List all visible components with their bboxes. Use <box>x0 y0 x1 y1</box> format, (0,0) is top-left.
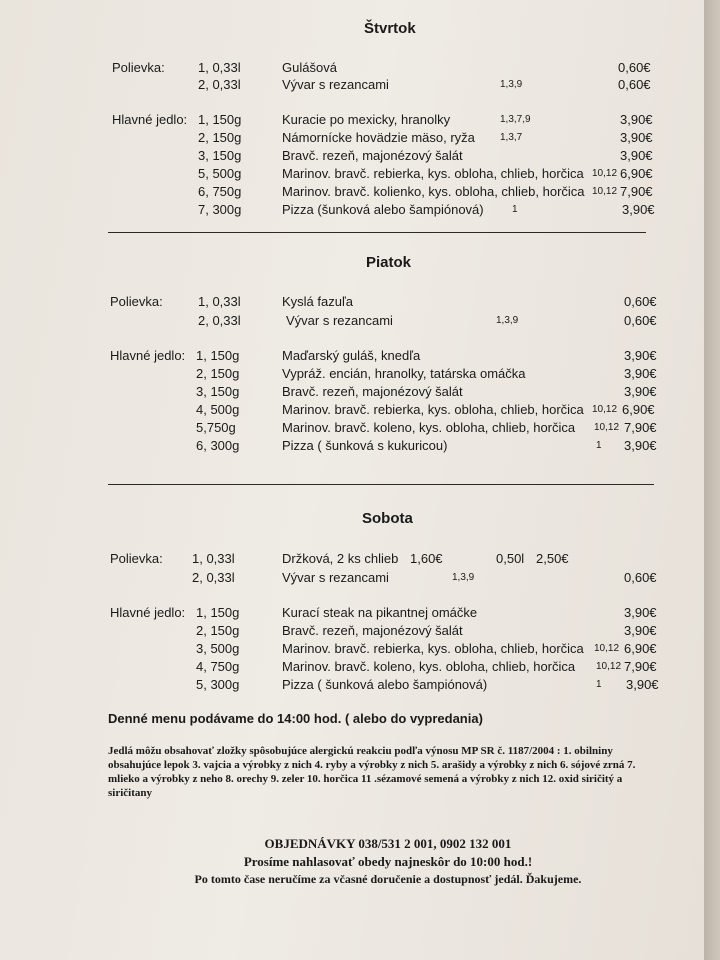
main-row <box>0 604 700 621</box>
item-number: 1, 150g <box>196 605 240 620</box>
item-name: Vývar s rezancami <box>282 570 389 585</box>
soup-row <box>0 569 700 586</box>
main-row <box>0 111 700 128</box>
main-row <box>0 183 700 200</box>
item-name: Vývar s rezancami <box>282 77 389 92</box>
order-phone-numbers: OBJEDNÁVKY 038/531 2 001, 0902 132 001 <box>264 836 512 851</box>
soup-row <box>0 76 700 93</box>
item-number: 6, 750g <box>198 184 242 199</box>
item-price: 0,60€ <box>624 313 657 328</box>
section-divider <box>108 484 654 485</box>
soup-label: Polievka: <box>110 294 163 309</box>
item-number: 1, 0,33l <box>198 60 241 75</box>
item-name: Bravč. rezeň, majonézový šalát <box>282 384 463 399</box>
item-name: Vypráž. encián, hranolky, tatárska omáčka <box>282 366 526 381</box>
soup-row <box>0 59 700 76</box>
item-price: 0,60€ <box>624 294 657 309</box>
soup-row <box>0 550 700 567</box>
main-label: Hlavné jedlo: <box>112 112 188 127</box>
item-number: 1, 150g <box>198 112 242 127</box>
main-label: Hlavné jedlo: <box>110 605 186 620</box>
item-name: Marinov. bravč. rebierka, kys. obloha, chlieb, horčica <box>282 641 584 656</box>
item-number: 1, 0,33l <box>198 294 241 309</box>
main-row <box>0 165 700 182</box>
item-name: Kyslá fazuľa <box>282 294 353 309</box>
item-allergens: 1,3,7 <box>500 132 523 143</box>
main-label: Hlavné jedlo: <box>110 348 186 363</box>
delivery-disclaimer: Po tomto čase neručíme za včasné doručenie a dostupnosť jedál. Ďakujeme. <box>194 872 582 886</box>
item-price: 0,60€ <box>624 570 657 585</box>
main-row <box>0 676 700 693</box>
item-price: 3,90€ <box>624 438 657 453</box>
item-name: Kuracie po mexicky, hranolky <box>282 112 451 127</box>
item-allergens: 10,12 <box>592 404 618 415</box>
item-name: Vývar s rezancami <box>286 313 393 328</box>
main-row <box>0 201 700 218</box>
order-deadline: Prosíme nahlasovať obedy najneskôr do 10:00 hod.! <box>243 854 533 869</box>
item-number: 7, 300g <box>198 202 242 217</box>
main-row <box>0 419 700 436</box>
item-price: 3,90€ <box>620 148 653 163</box>
item-allergens: 1 <box>596 440 602 451</box>
item-allergens: 1,3,9 <box>452 572 475 583</box>
item-number: 5, 500g <box>198 166 242 181</box>
item-name: Pizza (šunková alebo šampiónová) <box>282 202 484 217</box>
item-number: 5,750g <box>196 420 236 435</box>
main-row <box>0 147 700 164</box>
item-price: 7,90€ <box>620 184 653 199</box>
day-title-thursday: Štvrtok <box>364 20 416 37</box>
item-name: Kurací steak na pikantnej omáčke <box>282 605 478 620</box>
item-name: Námornícke hovädzie mäso, ryža <box>282 130 475 145</box>
item-number: 1, 150g <box>196 348 240 363</box>
item-name: Držková, 2 ks chlieb <box>282 551 399 566</box>
item-number: 2, 150g <box>196 623 240 638</box>
item-allergens: 10,12 <box>592 168 618 179</box>
item-price: 6,90€ <box>620 166 653 181</box>
item-price: 0,60€ <box>618 77 651 92</box>
item-number: 3, 500g <box>196 641 240 656</box>
item-name: Maďarský guláš, knedľa <box>282 348 421 363</box>
item-price: 3,90€ <box>624 384 657 399</box>
item-price: 3,90€ <box>624 605 657 620</box>
item-allergens: 1,3,7,9 <box>500 114 531 125</box>
main-row <box>0 129 700 146</box>
item-price: 6,90€ <box>622 402 655 417</box>
item-price: 1,60€ <box>410 551 443 566</box>
item-price: 3,90€ <box>620 112 653 127</box>
item-number: 3, 150g <box>198 148 242 163</box>
main-row <box>0 640 700 657</box>
item-name: Marinov. bravč. rebierka, kys. obloha, chlieb, horčica <box>282 166 584 181</box>
item-name: Marinov. bravč. koleno, kys. obloha, chlieb, horčica <box>282 420 576 435</box>
item-allergens: 1 <box>512 204 518 215</box>
item-price-large: 2,50€ <box>536 551 569 566</box>
item-allergens: 10,12 <box>596 661 622 672</box>
main-row <box>0 622 700 639</box>
item-number: 2, 0,33l <box>192 570 235 585</box>
main-row <box>0 365 700 382</box>
section-divider <box>108 232 646 233</box>
main-row <box>0 383 700 400</box>
item-price: 3,90€ <box>622 202 655 217</box>
day-title-saturday: Sobota <box>362 510 413 527</box>
item-price: 3,90€ <box>624 348 657 363</box>
item-number: 3, 150g <box>196 384 240 399</box>
item-name: Pizza ( šunková alebo šampiónová) <box>282 677 488 692</box>
item-name: Pizza ( šunková s kukuricou) <box>282 438 448 453</box>
item-number: 4, 750g <box>196 659 240 674</box>
item-number: 2, 150g <box>196 366 240 381</box>
main-row <box>0 658 700 675</box>
item-price: 3,90€ <box>624 366 657 381</box>
item-number: 4, 500g <box>196 402 240 417</box>
item-price: 3,90€ <box>620 130 653 145</box>
item-number: 5, 300g <box>196 677 240 692</box>
item-name: Marinov. bravč. kolienko, kys. obloha, chlieb, horčica <box>282 184 585 199</box>
item-number: 1, 0,33l <box>192 551 235 566</box>
item-name: Bravč. rezeň, majonézový šalát <box>282 148 463 163</box>
item-price: 7,90€ <box>624 420 657 435</box>
item-price: 6,90€ <box>624 641 657 656</box>
item-allergens: 1,3,9 <box>496 315 519 326</box>
item-name: Marinov. bravč. koleno, kys. obloha, chlieb, horčica <box>282 659 576 674</box>
item-allergens: 10,12 <box>592 186 618 197</box>
item-name: Marinov. bravč. rebierka, kys. obloha, chlieb, horčica <box>282 402 584 417</box>
item-name: Gulášová <box>282 60 337 75</box>
main-row <box>0 347 700 364</box>
item-allergens: 10,12 <box>594 643 620 654</box>
main-row <box>0 401 700 418</box>
item-price: 3,90€ <box>624 623 657 638</box>
item-name: Bravč. rezeň, majonézový šalát <box>282 623 463 638</box>
item-number: 2, 0,33l <box>198 313 241 328</box>
allergen-legend: Jedlá môžu obsahovať zložky spôsobujúce alergickú reakciu podľa výnosu MP SR č. 1187/2004 : 1. obilniny obsahujúce lepok 3. vajcia a výrobky z nich 4. ryby a výrobky z nich 5. arašidy a výrobky z nich 6. sójové zrná 7. mlieko a výrobky z neho 8. orechy 9. zeler 10. horčica 11 .sézamové semená a výrobky z nich 12. oxid siričitý a siričitany <box>108 745 636 799</box>
item-allergens: 1,3,9 <box>500 79 523 90</box>
item-price: 3,90€ <box>626 677 659 692</box>
soup-label: Polievka: <box>112 60 165 75</box>
serving-hours-notice: Denné menu podávame do 14:00 hod. ( alebo do vypredania) <box>108 711 483 726</box>
item-price: 0,60€ <box>618 60 651 75</box>
main-row <box>0 437 700 454</box>
item-number: 6, 300g <box>196 438 240 453</box>
item-price: 7,90€ <box>624 659 657 674</box>
soup-label: Polievka: <box>110 551 163 566</box>
soup-row <box>0 293 700 310</box>
item-number: 2, 0,33l <box>198 77 241 92</box>
item-allergens: 1 <box>596 679 602 690</box>
day-title-friday: Piatok <box>366 254 412 271</box>
item-allergens: 10,12 <box>594 422 620 433</box>
paper-edge-shadow <box>704 0 720 960</box>
item-size-large: 0,50l <box>496 551 525 566</box>
item-number: 2, 150g <box>198 130 242 145</box>
soup-row <box>0 312 700 329</box>
